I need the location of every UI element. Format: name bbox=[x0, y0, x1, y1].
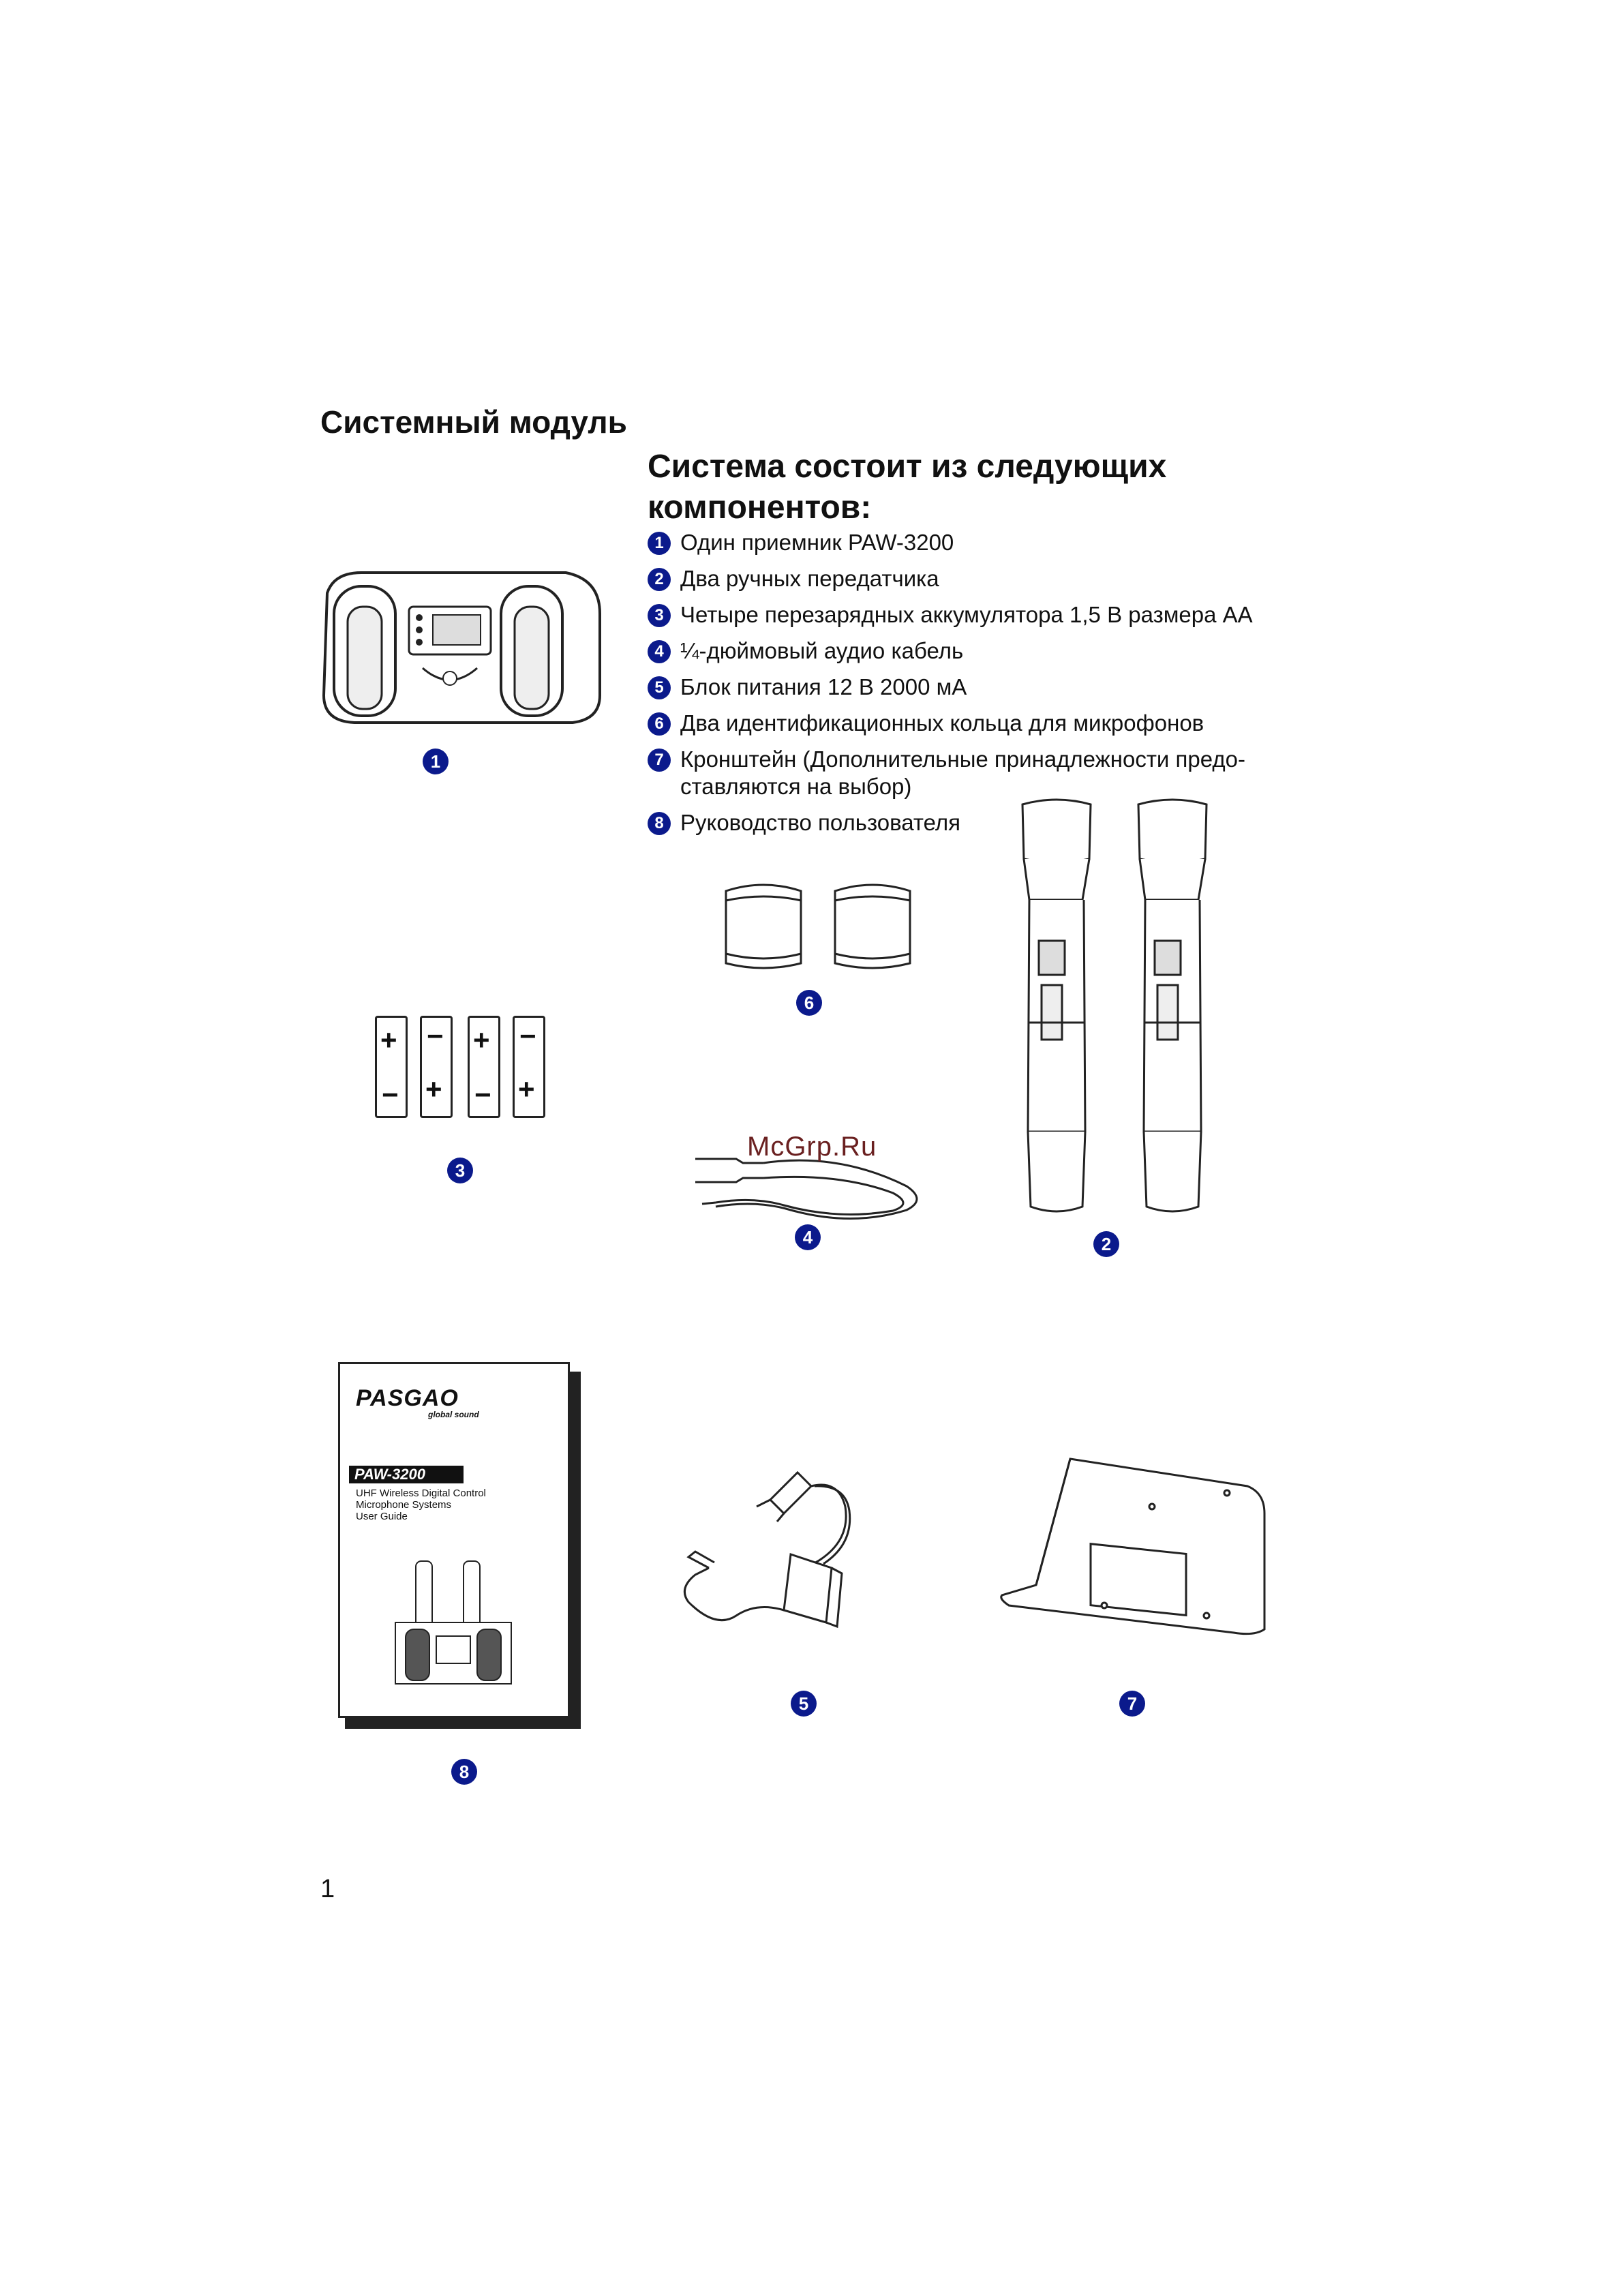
figure-label-bracket: 7 bbox=[1119, 1691, 1145, 1717]
list-item-text: Два ручных передатчика bbox=[680, 566, 939, 591]
cover-text: UHF Wireless Digital Control Microphone Systems User Guide bbox=[356, 1487, 486, 1522]
figure-label-cable: 4 bbox=[795, 1224, 821, 1250]
number-badge: 5 bbox=[648, 676, 671, 699]
figure-label-transmitters: 2 bbox=[1093, 1231, 1119, 1257]
number-badge: 4 bbox=[648, 640, 671, 663]
list-item-text: Один приемник PAW-3200 bbox=[680, 530, 954, 555]
list-item bbox=[648, 746, 1261, 800]
component-list-title: Система состоит из следующих компонентов: bbox=[648, 449, 1167, 526]
brand-tagline: global sound bbox=[428, 1410, 479, 1419]
number-badge: 6 bbox=[648, 712, 671, 736]
list-item-text: Два идентификационных кольца для микрофонов bbox=[680, 710, 1204, 736]
list-item bbox=[648, 565, 1316, 592]
transmitters-illustration bbox=[1009, 798, 1241, 1227]
power-supply-illustration bbox=[675, 1466, 907, 1643]
batteries-illustration bbox=[375, 1016, 545, 1118]
page-number: 1 bbox=[320, 1875, 335, 1903]
minus-sign: − bbox=[474, 1078, 491, 1111]
plus-sign: + bbox=[518, 1073, 535, 1105]
figure-label-manual: 8 bbox=[451, 1759, 477, 1785]
figure-label-receiver: 1 bbox=[423, 749, 449, 774]
model-name: PAW-3200 bbox=[349, 1466, 464, 1483]
number-badge: 8 bbox=[648, 812, 671, 835]
minus-sign: − bbox=[519, 1020, 536, 1052]
list-item bbox=[648, 601, 1316, 629]
plus-sign: + bbox=[380, 1024, 397, 1056]
figure-label-power-supply: 5 bbox=[791, 1691, 817, 1717]
number-badge: 2 bbox=[648, 568, 671, 591]
list-item-text: ¼-дюймовый аудио кабель bbox=[680, 638, 964, 663]
plus-sign: + bbox=[425, 1073, 442, 1105]
plus-sign: + bbox=[473, 1024, 490, 1056]
number-badge: 1 bbox=[648, 532, 671, 555]
list-item-text: Блок питания 12 В 2000 мА bbox=[680, 674, 967, 699]
list-item bbox=[648, 710, 1316, 737]
list-item bbox=[648, 529, 1316, 556]
section-title: Системный модуль bbox=[320, 404, 627, 440]
list-item bbox=[648, 674, 1316, 701]
id-rings-illustration bbox=[723, 883, 920, 971]
manual-cover-image bbox=[395, 1561, 518, 1697]
brand-logo: PASGAO bbox=[356, 1385, 459, 1411]
figure-label-batteries: 3 bbox=[447, 1158, 473, 1183]
receiver-illustration bbox=[314, 566, 613, 729]
list-item bbox=[648, 637, 1316, 665]
minus-sign: − bbox=[427, 1020, 444, 1052]
bracket-illustration bbox=[995, 1459, 1275, 1636]
figure-label-rings: 6 bbox=[796, 990, 822, 1016]
minus-sign: − bbox=[382, 1078, 399, 1111]
watermark: McGrp.Ru bbox=[747, 1132, 877, 1162]
list-item-text: Кронштейн (Дополнительные принадлежности предо-ставляются на выбор) bbox=[680, 746, 1245, 799]
list-item-text: Руководство пользователя bbox=[680, 810, 960, 835]
number-badge: 3 bbox=[648, 604, 671, 627]
list-item-text: Четыре перезарядных аккумулятора 1,5 В размера АА bbox=[680, 602, 1253, 627]
number-badge: 7 bbox=[648, 749, 671, 772]
